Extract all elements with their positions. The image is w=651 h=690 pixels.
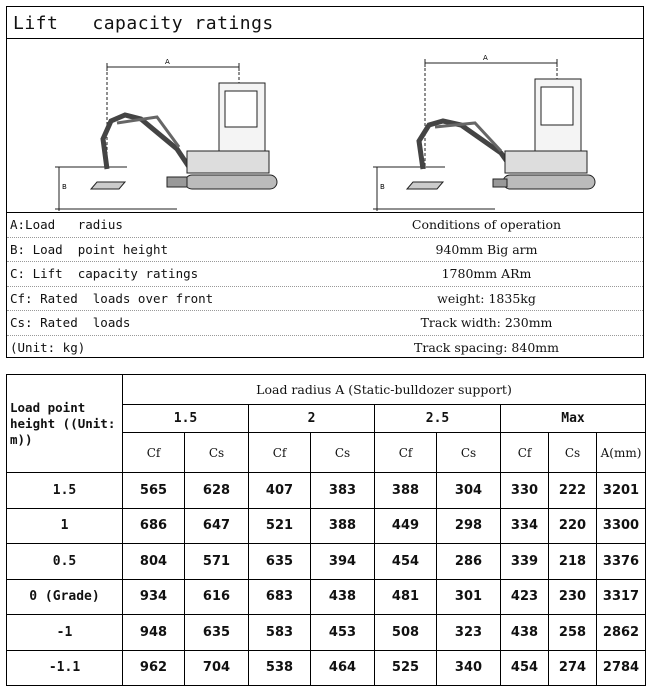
info-row [7, 262, 643, 287]
table-cell: 388 [311, 508, 375, 544]
table-row [7, 579, 646, 615]
table-cell: 330 [501, 473, 549, 509]
excavator-drawing-left [7, 39, 325, 211]
table-cell: 454 [501, 650, 549, 686]
sub-header: Cs [437, 433, 501, 473]
info-row [7, 238, 643, 263]
conditions-panel [6, 6, 644, 358]
table-cell: 704 [185, 650, 249, 686]
table-cell: 686 [123, 508, 185, 544]
info-row [7, 311, 643, 336]
radius-max: Max [501, 405, 646, 433]
table-cell: 394 [311, 544, 375, 580]
table-cell: 616 [185, 579, 249, 615]
sub-header: Cs [185, 433, 249, 473]
table-cell: 2784 [597, 650, 646, 686]
table-cell: 301 [437, 579, 501, 615]
legend-cf: Cf: Rated loads over front [10, 290, 214, 306]
legend-unit: (Unit: kg) [10, 340, 86, 356]
condition-weight: weight: 1835kg [437, 290, 536, 306]
condition-track-spacing: Track spacing: 840mm [414, 340, 559, 356]
table-cell: 3376 [597, 544, 646, 580]
sub-header: Cf [501, 433, 549, 473]
table-cell: 423 [501, 579, 549, 615]
table-cell: 388 [375, 473, 437, 509]
excavator-drawing-right [325, 39, 643, 211]
sub-header: Cs [311, 433, 375, 473]
condition-boom: 1780mm ARm [441, 266, 532, 282]
table-cell: 230 [549, 579, 597, 615]
table-cell: 453 [311, 615, 375, 651]
table-cell: 454 [375, 544, 437, 580]
table-cell: 508 [375, 615, 437, 651]
row-height-label: 1 [7, 508, 123, 544]
table-cell: 383 [311, 473, 375, 509]
legend-c: C: Lift capacity ratings [10, 266, 199, 282]
radius-2: 2 [249, 405, 375, 433]
table-cell: 334 [501, 508, 549, 544]
sub-header: Cf [123, 433, 185, 473]
table-cell: 538 [249, 650, 311, 686]
condition-track-width: Track width: 230mm [420, 315, 553, 331]
table-cell: 3201 [597, 473, 646, 509]
sub-header: Cf [249, 433, 311, 473]
table-cell: 647 [185, 508, 249, 544]
table-cell: 286 [437, 544, 501, 580]
label-b: B [380, 183, 385, 191]
table-cell: 934 [123, 579, 185, 615]
lift-capacity-table [6, 374, 646, 686]
table-cell: 407 [249, 473, 311, 509]
table-cell: 948 [123, 615, 185, 651]
table-row [7, 650, 646, 686]
info-row [7, 287, 643, 312]
table-cell: 222 [549, 473, 597, 509]
table-cell: 258 [549, 615, 597, 651]
height-header: Load point height ((Unit: m)) [7, 375, 123, 473]
table-cell: 218 [549, 544, 597, 580]
table-cell: 571 [185, 544, 249, 580]
row-height-label: -1.1 [7, 650, 123, 686]
table-row [7, 473, 646, 509]
table-cell: 339 [501, 544, 549, 580]
table-cell: 449 [375, 508, 437, 544]
table-cell: 583 [249, 615, 311, 651]
table-row [7, 615, 646, 651]
radius-1-5: 1.5 [123, 405, 249, 433]
table-cell: 683 [249, 579, 311, 615]
table-cell: 635 [185, 615, 249, 651]
label-a: A [165, 58, 170, 66]
table-cell: 274 [549, 650, 597, 686]
table-cell: 464 [311, 650, 375, 686]
radius-2-5: 2.5 [375, 405, 501, 433]
page-title: Lift capacity ratings [7, 7, 643, 39]
table-cell: 525 [375, 650, 437, 686]
label-a: A [483, 54, 488, 62]
info-row [7, 336, 643, 361]
label-b: B [62, 183, 67, 191]
legend-b: B: Load point height [10, 241, 169, 257]
table-cell: 340 [437, 650, 501, 686]
table-cell: 628 [185, 473, 249, 509]
info-row [7, 213, 643, 238]
radius-header: Load radius A (Static-bulldozer support) [123, 375, 646, 405]
row-height-label: -1 [7, 615, 123, 651]
table-cell: 438 [311, 579, 375, 615]
conditions-heading: Conditions of operation [411, 217, 562, 233]
table-cell: 220 [549, 508, 597, 544]
sub-header: Cf [375, 433, 437, 473]
table-cell: 804 [123, 544, 185, 580]
table-cell: 565 [123, 473, 185, 509]
table-cell: 323 [437, 615, 501, 651]
table-cell: 962 [123, 650, 185, 686]
table-cell: 481 [375, 579, 437, 615]
table-cell: 2862 [597, 615, 646, 651]
table-cell: 438 [501, 615, 549, 651]
condition-arm: 940mm Big arm [435, 241, 538, 257]
sub-header: A(mm) [597, 433, 646, 473]
table-cell: 304 [437, 473, 501, 509]
table-cell: 298 [437, 508, 501, 544]
table-cell: 635 [249, 544, 311, 580]
table-cell: 521 [249, 508, 311, 544]
row-height-label: 0.5 [7, 544, 123, 580]
row-height-label: 0 (Grade) [7, 579, 123, 615]
table-row [7, 544, 646, 580]
info-block [7, 213, 643, 360]
legend-cs: Cs: Rated loads [10, 315, 131, 331]
table-cell: 3300 [597, 508, 646, 544]
legend-a: A:Load radius [10, 217, 123, 233]
excavator-diagrams [7, 39, 643, 213]
sub-header: Cs [549, 433, 597, 473]
table-cell: 3317 [597, 579, 646, 615]
row-height-label: 1.5 [7, 473, 123, 509]
table-row [7, 508, 646, 544]
